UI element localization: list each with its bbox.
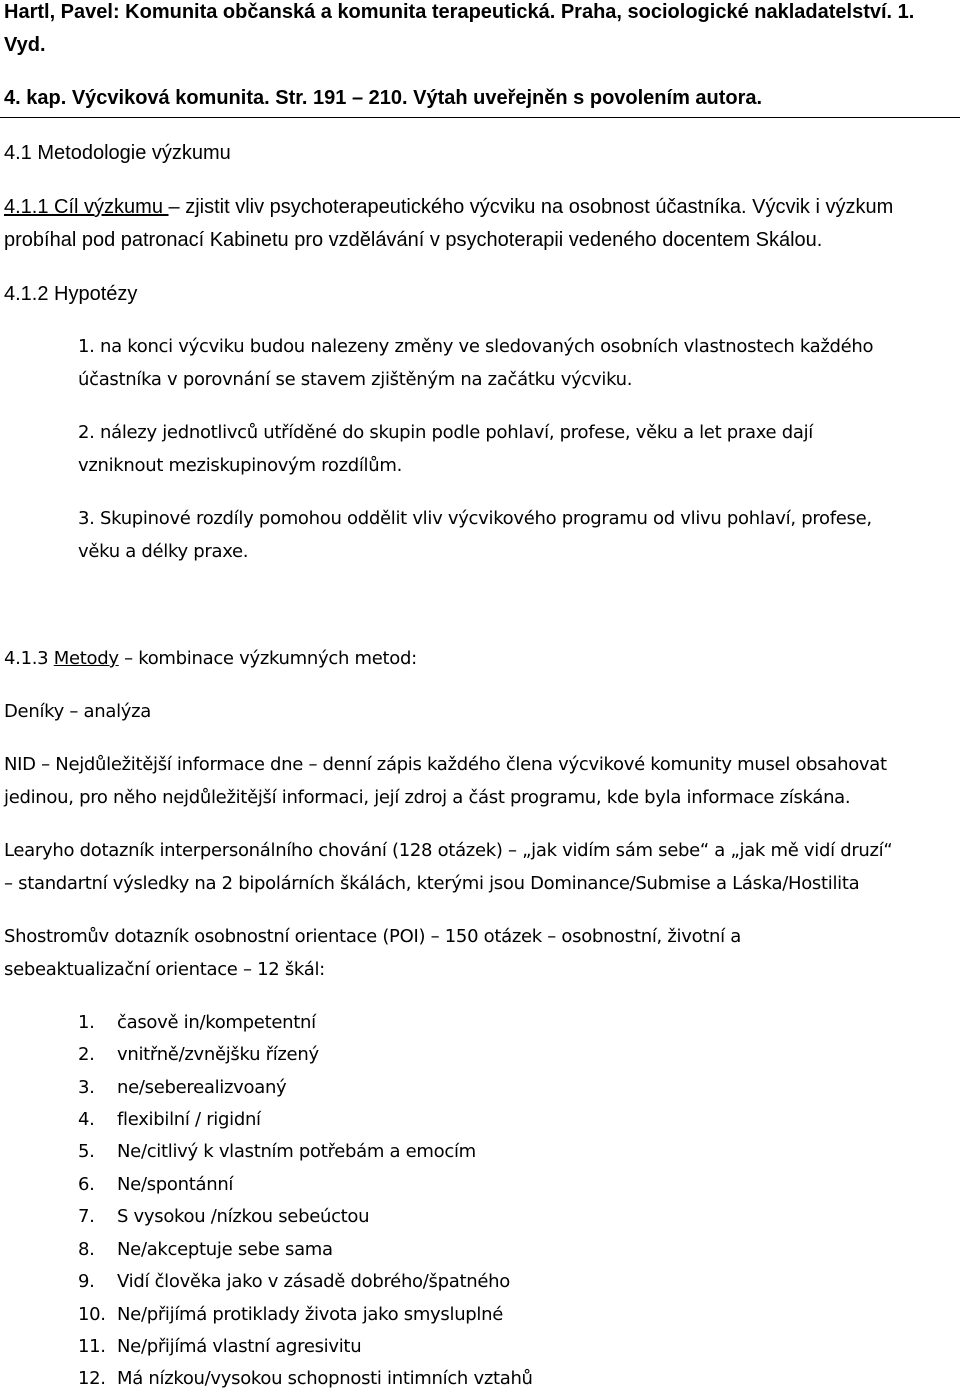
- list-number: 8.: [78, 1239, 95, 1260]
- list-text: Ne/přijímá protiklady života jako smysluplné: [117, 1304, 504, 1325]
- list-number: 12.: [78, 1368, 106, 1389]
- list-number: 7.: [78, 1206, 95, 1227]
- hypothesis-3-line-1: 3. Skupinové rozdíly pomohou oddělit vliv výcvikového programu od vlivu pohlaví, profese,: [78, 508, 872, 529]
- diaries-line: Deníky – analýza: [4, 701, 152, 722]
- hypothesis-2-line-2: vzniknout meziskupinovým rozdílům.: [78, 455, 403, 476]
- leary-line-1: Learyho dotazník interpersonálního chování (128 otázek) – „jak vidím sám sebe“ a „jak mě vidí druzí“: [4, 840, 893, 861]
- goal-heading: 4.1.1 Cíl výzkumu: [4, 196, 169, 218]
- list-text: flexibilní / rigidní: [117, 1109, 261, 1130]
- list-text: ne/seberealizvoaný: [117, 1077, 287, 1098]
- horizontal-rule: [0, 117, 960, 118]
- section-heading: 4.1 Metodologie výzkumu: [4, 142, 231, 164]
- list-text: Má nízkou/vysokou schopnosti intimních vztahů: [117, 1368, 533, 1389]
- hypotheses-heading: 4.1.2 Hypotézy: [4, 283, 138, 305]
- list-number: 3.: [78, 1077, 95, 1098]
- list-text: Ne/spontánní: [117, 1174, 234, 1195]
- methods-heading-rest: – kombinace výzkumných metod:: [118, 648, 417, 669]
- goal-line-2: probíhal pod patronací Kabinetu pro vzdělávání v psychoterapii vedeného docentem Skálou.: [4, 229, 823, 251]
- nid-line-2: jedinou, pro něho nejdůležitější informaci, její zdroj a část programu, kde byla informace získána.: [4, 787, 851, 808]
- nid-line-1: NID – Nejdůležitější informace dne – denní zápis každého člena výcvikové komunity musel obsahovat: [4, 754, 887, 775]
- list-text: Ne/citlivý k vlastním potřebám a emocím: [117, 1141, 476, 1162]
- list-number: 2.: [78, 1044, 95, 1065]
- methods-heading: [4, 648, 417, 669]
- list-number: 4.: [78, 1109, 95, 1130]
- hypothesis-2-line-1: 2. nálezy jednotlivců utříděné do skupin podle pohlaví, profese, věku a let praxe dají: [78, 422, 813, 443]
- list-text: Ne/akceptuje sebe sama: [117, 1239, 333, 1260]
- leary-line-2: – standartní výsledky na 2 bipolárních škálách, kterými jsou Dominance/Submise a Láska/Hostilita: [4, 873, 860, 894]
- list-text: Ne/přijímá vlastní agresivitu: [117, 1336, 362, 1357]
- list-number: 9.: [78, 1271, 95, 1292]
- chapter-line: 4. kap. Výcviková komunita. Str. 191 – 210. Výtah uveřejněn s povolením autora.: [4, 87, 763, 109]
- citation-line-2: Vyd.: [4, 34, 46, 56]
- methods-heading-prefix: 4.1.3: [4, 648, 54, 669]
- list-number: 5.: [78, 1141, 95, 1162]
- list-text: S vysokou /nízkou sebeúctou: [117, 1206, 370, 1227]
- hypothesis-3-line-2: věku a délky praxe.: [78, 541, 249, 562]
- goal-text: – zjistit vliv psychoterapeutického výcviku na osobnost účastníka. Výcvik i výzkum: [168, 196, 894, 218]
- shostrom-line-2: sebeaktualizační orientace – 12 škál:: [4, 959, 325, 980]
- hypothesis-1-line-2: účastníka v porovnání se stavem zjištěným na začátku výcviku.: [78, 369, 633, 390]
- list-number: 10.: [78, 1304, 106, 1325]
- shostrom-line-1: Shostromův dotazník osobnostní orientace (POI) – 150 otázek – osobnostní, životní a: [4, 926, 741, 947]
- list-text: Vidí člověka jako v zásadě dobrého/špatného: [117, 1271, 510, 1292]
- list-number: 11.: [78, 1336, 106, 1357]
- list-text: časově in/kompetentní: [117, 1012, 316, 1033]
- methods-heading-title: Metody: [53, 648, 119, 669]
- hypothesis-1-line-1: 1. na konci výcviku budou nalezeny změny ve sledovaných osobních vlastnostech každého: [78, 336, 874, 357]
- list-number: 6.: [78, 1174, 95, 1195]
- list-number: 1.: [78, 1012, 95, 1033]
- list-text: vnitřně/zvnějšku řízený: [117, 1044, 319, 1065]
- citation-line-1: Hartl, Pavel: Komunita občanská a komunita terapeutická. Praha, sociologické nakladatelství. 1.: [4, 1, 915, 23]
- goal-line-1: [4, 196, 893, 219]
